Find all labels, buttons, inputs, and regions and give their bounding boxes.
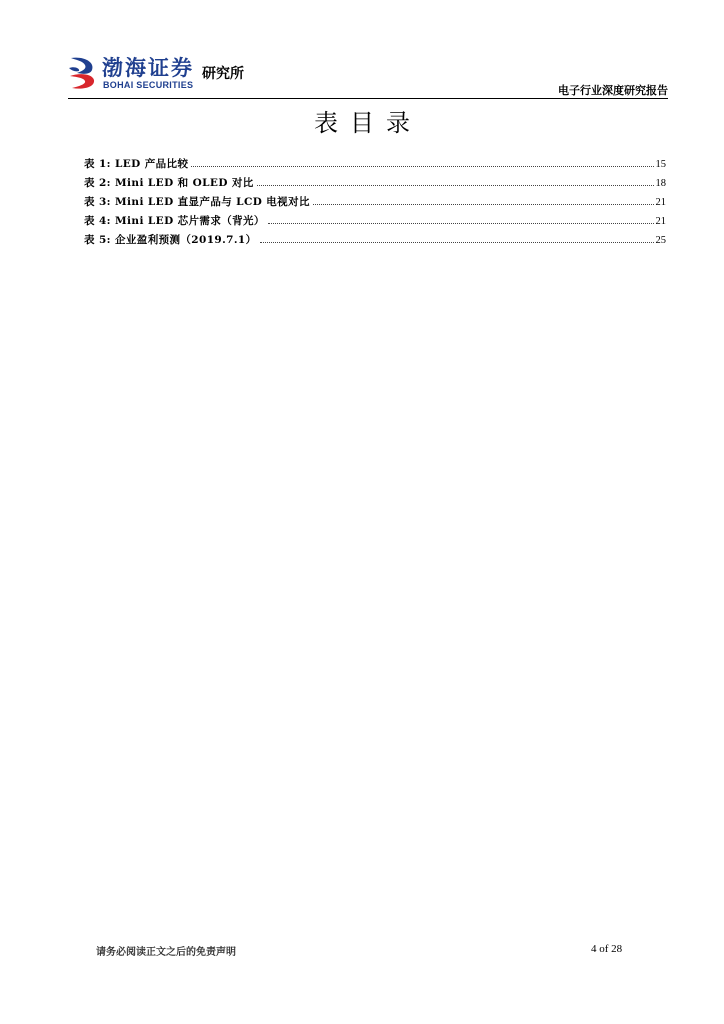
- toc-entry-label: 表 3: Mini LED 直显产品与 LCD 电视对比: [84, 196, 310, 208]
- toc-entry[interactable]: [84, 175, 666, 194]
- toc-entry[interactable]: [84, 232, 666, 251]
- toc-entry-page: 15: [655, 159, 666, 170]
- toc-entry[interactable]: [84, 213, 666, 232]
- toc-entry[interactable]: [84, 156, 666, 175]
- toc-entry[interactable]: [84, 194, 666, 213]
- toc-dot-leader: [191, 166, 653, 167]
- toc-dot-leader: [313, 204, 654, 205]
- bohai-logo-icon: [68, 56, 96, 90]
- toc-entry-page: 18: [655, 178, 666, 189]
- toc-entry-label: 表 1: LED 产品比较: [84, 158, 189, 170]
- toc-entry-page: 21: [655, 197, 666, 208]
- toc-entry-label: 表 2: Mini LED 和 OLED 对比: [84, 177, 254, 189]
- footer-disclaimer: 请务必阅读正文之后的免责声明: [96, 947, 236, 958]
- toc-entry-page: 25: [655, 235, 666, 246]
- toc-entry-label: 表 4: Mini LED 芯片需求（背光）: [84, 215, 265, 227]
- toc-dot-leader: [260, 242, 654, 243]
- header-divider: [68, 98, 668, 99]
- report-type-label: 电子行业深度研究报告: [558, 84, 668, 97]
- page-header: [68, 50, 668, 100]
- footer-page-number: 4 of 28: [591, 943, 623, 955]
- page-title: 表目录: [314, 109, 422, 137]
- toc-entry-page: 21: [655, 216, 666, 227]
- institute-label: 研究所: [202, 66, 244, 82]
- logo-chinese-name: 渤海证券: [102, 55, 194, 80]
- logo-english-name: BOHAI SECURITIES: [103, 80, 194, 90]
- table-of-tables: [84, 156, 666, 251]
- toc-dot-leader: [268, 223, 654, 224]
- toc-entry-label: 表 5: 企业盈利预测（2019.7.1）: [84, 234, 257, 246]
- toc-dot-leader: [257, 185, 654, 186]
